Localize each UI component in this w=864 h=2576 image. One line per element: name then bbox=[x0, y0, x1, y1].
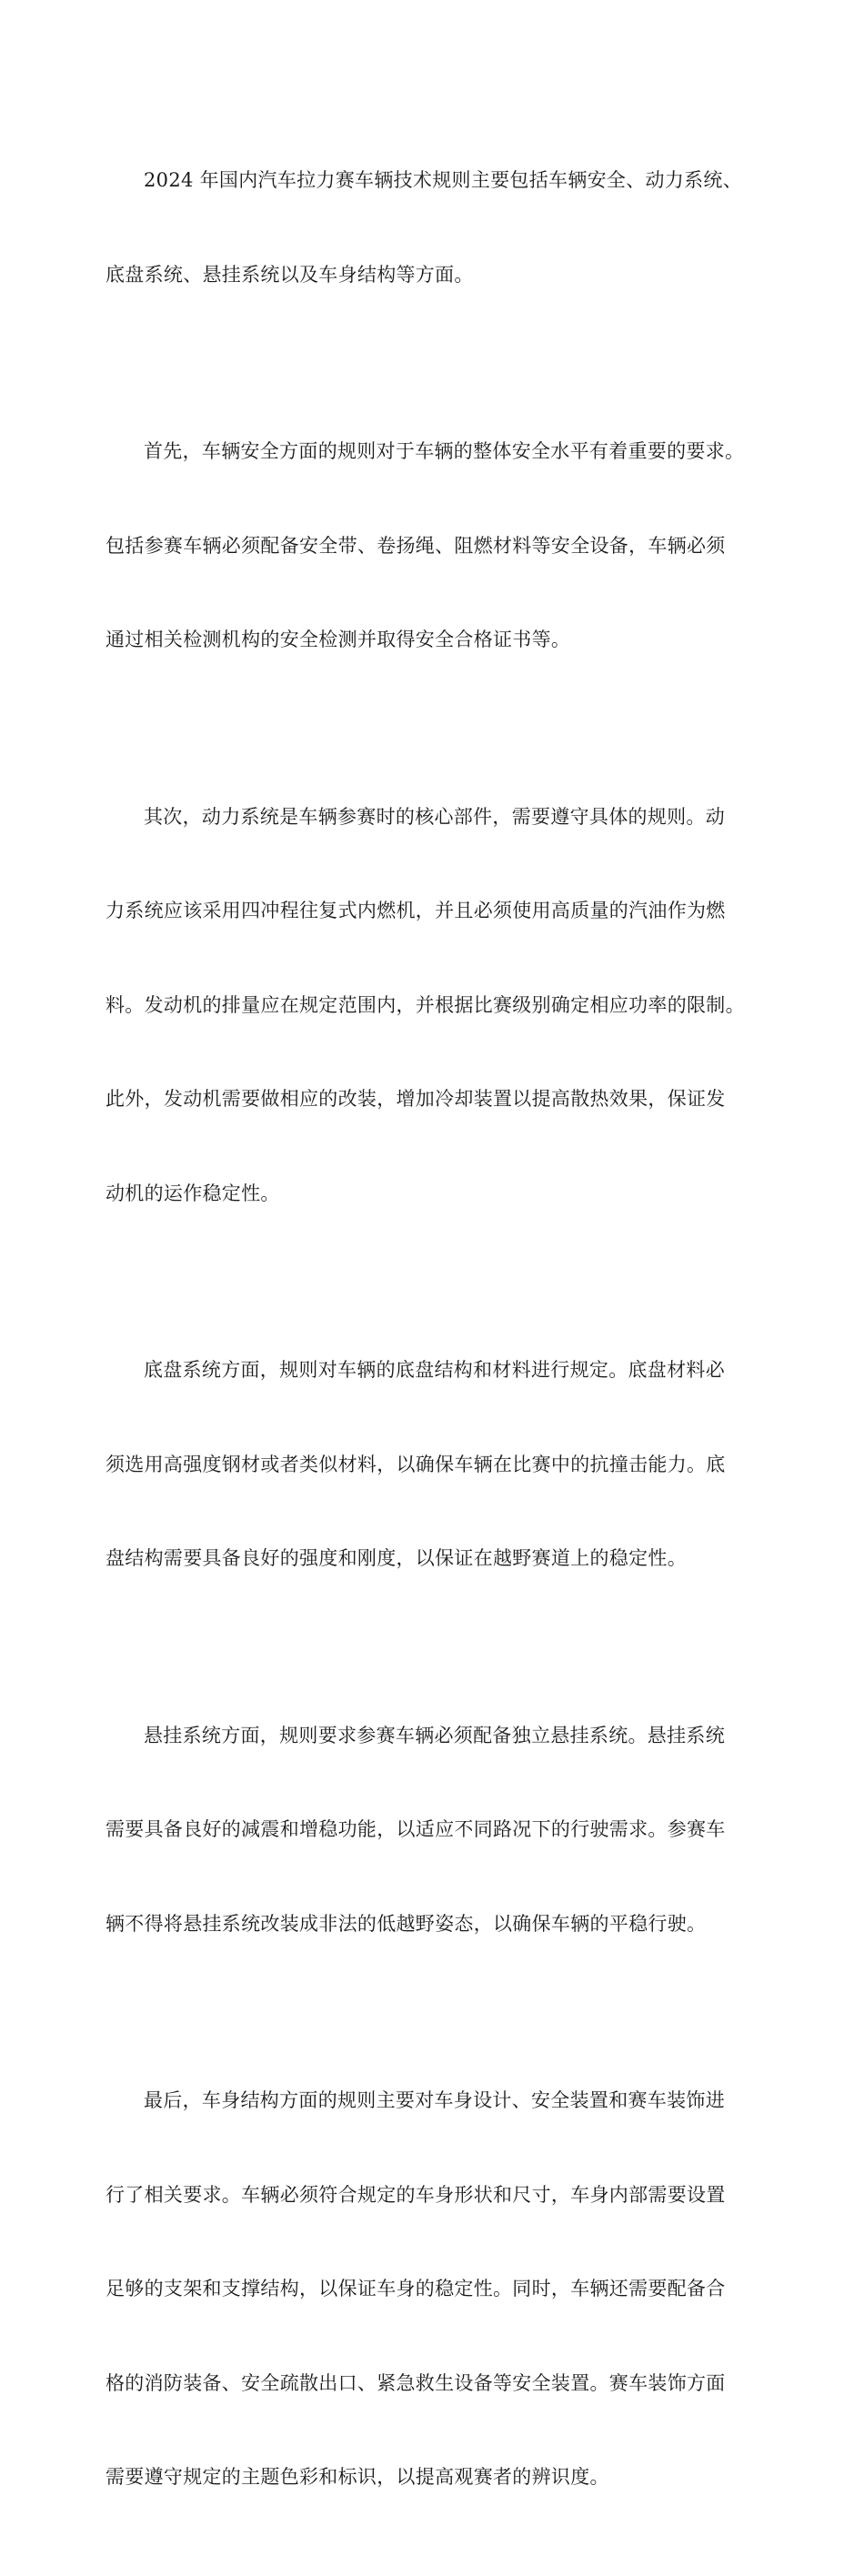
text-line: 动机的运作稳定性。 bbox=[105, 1182, 280, 1204]
text-line: 需要遵守规定的主题色彩和标识，以提高观赛者的辨识度。 bbox=[105, 2466, 609, 2488]
text-line: 辆不得将悬挂系统改装成非法的低越野姿态，以确保车辆的平稳行驶。 bbox=[105, 1912, 707, 1935]
text-line: 通过相关检测机构的安全检测并取得安全合格证书等。 bbox=[105, 629, 571, 650]
text-line: 需要具备良好的减震和增稳功能，以适应不同路况下的行驶需求。参赛车 bbox=[105, 1818, 726, 1840]
paragraph-suspension-system bbox=[105, 1657, 779, 2003]
document-body bbox=[105, 102, 779, 2576]
text-line: 格的消防装备、安全疏散出口、紧急救生设备等安全装置。赛车装饰方面 bbox=[105, 2371, 726, 2394]
paragraph-power-system bbox=[105, 739, 779, 1273]
paragraph-chassis-system bbox=[105, 1292, 779, 1637]
text-line: 首先，车辆安全方面的规则对于车辆的整体安全水平有着重要的要求。 bbox=[144, 440, 745, 462]
text-line: 包括参赛车辆必须配备安全带、卷扬绳、阻燃材料等安全设备，车辆必须 bbox=[105, 534, 726, 557]
text-line: 底盘系统、悬挂系统以及车身结构等方面。 bbox=[105, 263, 474, 286]
text-line: 此外，发动机需要做相应的改装，增加冷却装置以提高散热效果，保证发 bbox=[105, 1088, 726, 1110]
text-line: 盘结构需要具备良好的强度和刚度，以保证在越野赛道上的稳定性。 bbox=[105, 1547, 687, 1569]
text-line: 其次，动力系统是车辆参赛时的核心部件，需要遵守具体的规则。动 bbox=[144, 805, 725, 828]
paragraph-body-structure bbox=[105, 2022, 779, 2556]
text-line: 行了相关要求。车辆必须符合规定的车身形状和尺寸，车身内部需要设置 bbox=[105, 2183, 726, 2206]
paragraph-vehicle-safety bbox=[105, 373, 779, 719]
text-line: 底盘系统方面，规则对车辆的底盘结构和材料进行规定。底盘材料必 bbox=[144, 1359, 725, 1381]
text-line: 悬挂系统方面，规则要求参赛车辆必须配备独立悬挂系统。悬挂系统 bbox=[144, 1724, 725, 1746]
text-line: 2024 年国内汽车拉力赛车辆技术规则主要包括车辆安全、动力系统、 bbox=[144, 169, 743, 191]
text-line: 料。发动机的排量应在规定范围内，并根据比赛级别确定相应功率的限制。 bbox=[105, 993, 745, 1016]
text-line: 足够的支架和支撑结构，以保证车身的稳定性。同时，车辆还需要配备合 bbox=[105, 2278, 726, 2299]
paragraph-intro bbox=[105, 102, 779, 353]
text-line: 最后，车身结构方面的规则主要对车身设计、安全装置和赛车装饰进 bbox=[144, 2089, 725, 2111]
text-line: 须选用高强度钢材或者类似材料，以确保车辆在比赛中的抗撞击能力。底 bbox=[105, 1453, 726, 1475]
text-line: 力系统应该采用四冲程往复式内燃机，并且必须使用高质量的汽油作为燃 bbox=[105, 900, 726, 921]
